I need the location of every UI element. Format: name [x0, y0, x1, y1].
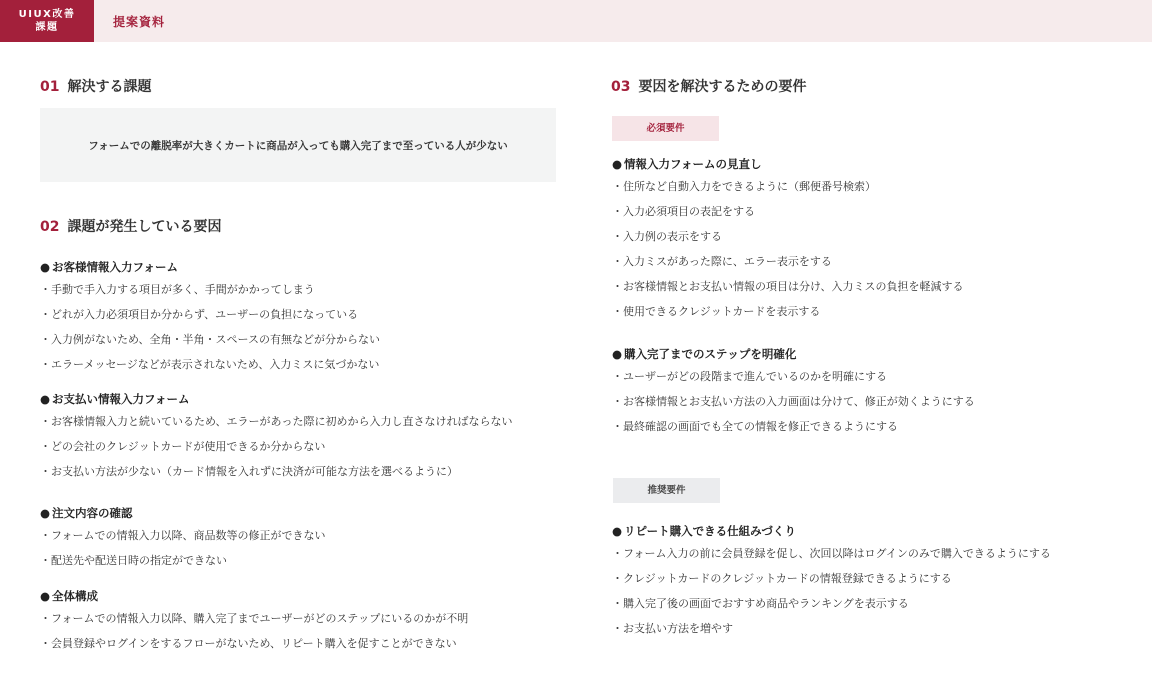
section-01-heading: [40, 76, 151, 96]
list-item: ・ フォーム入力の前に会員登録を促し、次回以降はログインのみで購入できるようにする: [612, 541, 1051, 566]
cause-group-order-confirm: [40, 503, 325, 573]
list-item: ・ 手動で手入力する項目が多く、手間がかかってしまう: [40, 277, 380, 302]
section-03-title: 要因を解決するための要件: [638, 79, 807, 95]
list-item: ・ 会員登録やログインをするフローがないため、リピート購入を促すことができない: [40, 631, 468, 656]
problem-summary-text: フォームでの離脱率が大きくカートに商品が入っても購入完了まで至っている人が少ない: [88, 139, 508, 152]
problem-summary-box: [40, 108, 556, 182]
list-item: ・ フォームでの情報入力以降、購入完了までユーザーがどのステップにいるのかが不明: [40, 606, 468, 631]
list-item: ・ 最終確認の画面でも全ての情報を修正できるようにする: [612, 414, 975, 439]
group-heading: ● 情報入力フォームの見直し: [612, 154, 964, 174]
list-item: ・ ユーザーがどの段階まで進んでいるのかを明確にする: [612, 364, 975, 389]
list-item: ・ どれが入力必須項目か分からず、ユーザーの負担になっている: [40, 302, 380, 327]
category-tag-line2: 課題: [35, 22, 59, 33]
section-01-title: 解決する課題: [67, 79, 152, 95]
list-item: ・ 購入完了後の画面でおすすめ商品やランキングを表示する: [612, 591, 1051, 616]
list-item: ・ 入力例の表示をする: [612, 224, 964, 249]
document-title: 提案資料: [113, 15, 166, 29]
list-item: ・ 入力必須項目の表記をする: [612, 199, 964, 224]
cause-group-customer-form: [40, 257, 380, 377]
list-item: ・ お客様情報入力と続いているため、エラーがあった際に初めから入力し直さなければならない: [40, 409, 512, 434]
list-item: ・ お客様情報とお支払い情報の項目は分け、入力ミスの負担を軽減する: [612, 274, 964, 299]
group-heading: ● リピート購入できる仕組みづくり: [612, 521, 1051, 541]
list-item: ・ 住所など自動入力をできるように（郵便番号検索）: [612, 174, 964, 199]
rec-group-repeat-purchase: [612, 521, 1051, 641]
section-02-title: 課題が発生している要因: [67, 219, 222, 235]
group-heading: ● 購入完了までのステップを明確化: [612, 344, 975, 364]
section-02-number: 02: [40, 219, 60, 235]
list-item: ・ お支払い方法を増やす: [612, 616, 1051, 641]
req-group-form-review: [612, 154, 964, 324]
section-03-number: 03: [611, 79, 631, 95]
list-item: ・ フォームでの情報入力以降、商品数等の修正ができない: [40, 523, 325, 548]
header-bar: [0, 0, 1152, 42]
required-badge: 必須要件: [612, 116, 719, 141]
section-03-heading: [611, 76, 806, 96]
list-item: ・ エラーメッセージなどが表示されないため、入力ミスに気づかない: [40, 352, 380, 377]
category-tag: [0, 0, 94, 42]
list-item: ・ どの会社のクレジットカードが使用できるか分からない: [40, 434, 512, 459]
req-group-steps: [612, 344, 975, 439]
group-heading: ● 注文内容の確認: [40, 503, 325, 523]
group-heading: ● お客様情報入力フォーム: [40, 257, 380, 277]
section-02-heading: [40, 216, 221, 236]
cause-group-payment-form: [40, 389, 512, 484]
group-heading: ● 全体構成: [40, 586, 468, 606]
recommended-badge: 推奨要件: [613, 478, 720, 503]
list-item: ・ 入力ミスがあった際に、エラー表示をする: [612, 249, 964, 274]
list-item: ・ お客様情報とお支払い方法の入力画面は分けて、修正が効くようにする: [612, 389, 975, 414]
list-item: ・ 使用できるクレジットカードを表示する: [612, 299, 964, 324]
cause-group-overall: [40, 586, 468, 656]
group-heading: ● お支払い情報入力フォーム: [40, 389, 512, 409]
list-item: ・ 配送先や配送日時の指定ができない: [40, 548, 325, 573]
list-item: ・ 入力例がないため、全角・半角・スペースの有無などが分からない: [40, 327, 380, 352]
section-01-number: 01: [40, 79, 60, 95]
list-item: ・ お支払い方法が少ない（カード情報を入れずに決済が可能な方法を選べるように）: [40, 459, 512, 484]
category-tag-line1: UIUX改善: [18, 9, 76, 20]
list-item: ・ クレジットカードのクレジットカードの情報登録できるようにする: [612, 566, 1051, 591]
